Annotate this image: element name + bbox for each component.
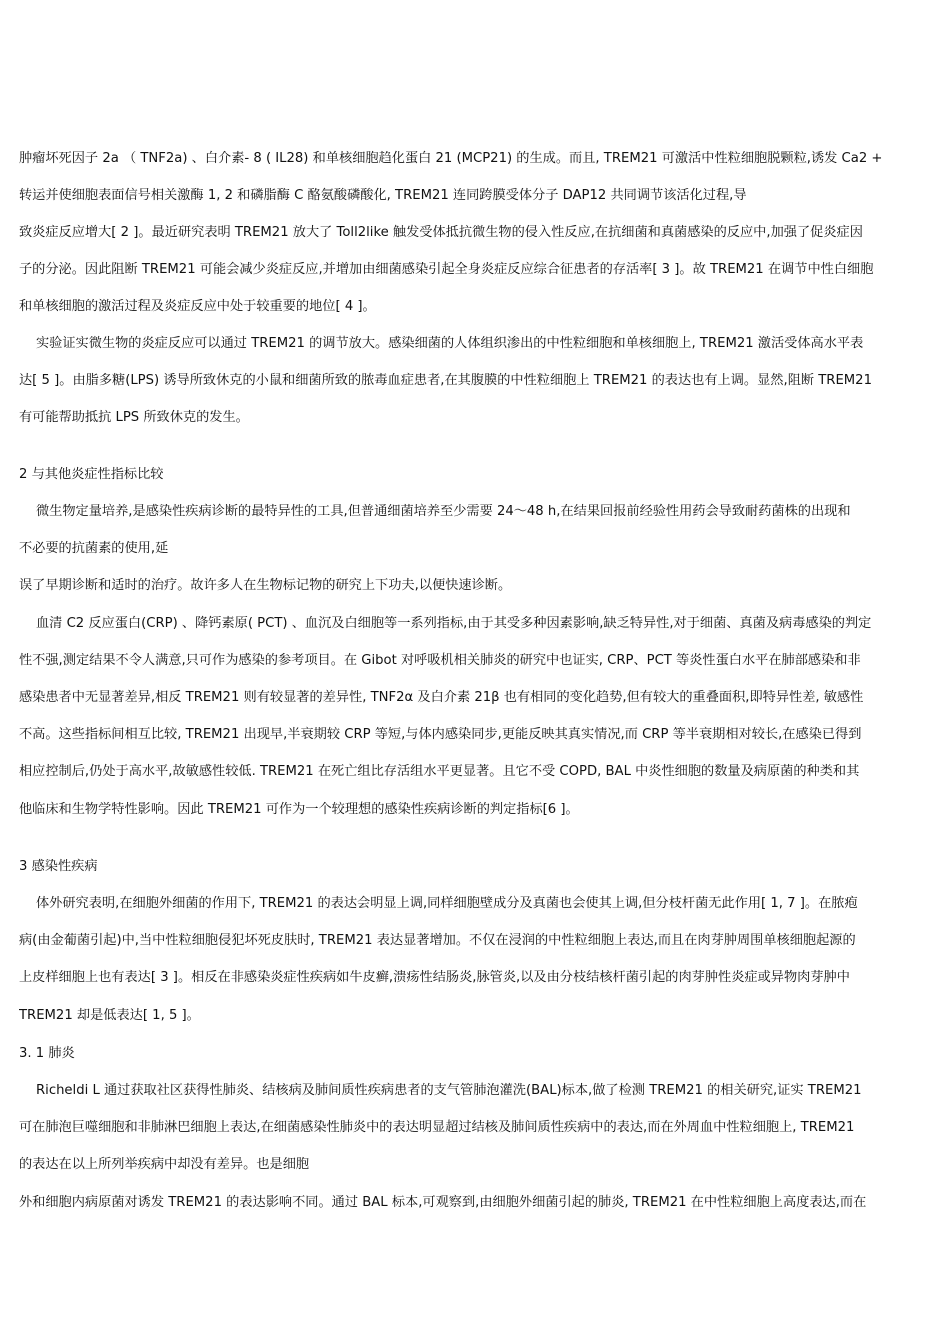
paragraph-line: 误了早期诊断和适时的治疗。故许多人在生物标记物的研究上下功夫,以便快速诊断。 bbox=[19, 578, 512, 593]
paragraph-line: 不必要的抗菌素的使用,延 bbox=[19, 541, 169, 556]
subsection-heading: 3. 1 肺炎 bbox=[19, 1046, 75, 1061]
paragraph-line: 性不强,测定结果不令人满意,只可作为感染的参考项目。在 Gibot 对呼吸机相关肺炎的研究中也证实, CRP、PCT 等炎性蛋白水平在肺部感染和非 bbox=[19, 653, 861, 668]
paragraph-line: 感染患者中无显著差异,相反 TREM21 则有较显著的差异性, TNF2α 及白介素 21β 也有相同的变化趋势,但有较大的重叠面积,即特异性差, 敏感性 bbox=[19, 690, 864, 705]
paragraph-line: 子的分泌。因此阻断 TREM21 可能会减少炎症反应,并增加由细菌感染引起全身炎症反应综合征患者的存活率[ 3 ]。故 TREM21 在调节中性白细胞 bbox=[19, 262, 874, 277]
paragraph-line: 血清 C2 反应蛋白(CRP) 、降钙素原( PCT) 、血沉及白细胞等一系列指标,由于其受多种因素影响,缺乏特异性,对于细菌、真菌及病毒感染的判定 bbox=[36, 616, 872, 631]
paragraph-line: 外和细胞内病原菌对诱发 TREM21 的表达影响不同。通过 BAL 标本,可观察到,由细胞外细菌引起的肺炎, TREM21 在中性粒细胞上高度表达,而在 bbox=[19, 1195, 867, 1210]
paragraph-line: 相应控制后,仍处于高水平,故敏感性较低. TREM21 在死亡组比存活组水平更显著。且它不受 COPD, BAL 中炎性细胞的数量及病原菌的种类和其 bbox=[19, 764, 860, 779]
paragraph-line: 可在肺泡巨噬细胞和非肺淋巴细胞上表达,在细菌感染性肺炎中的表达明显超过结核及肺间质性疾病中的表达,而在外周血中性粒细胞上, TREM21 bbox=[19, 1120, 855, 1135]
paragraph-line: 他临床和生物学特性影响。因此 TREM21 可作为一个较理想的感染性疾病诊断的判定指标[6 ]。 bbox=[19, 802, 579, 817]
paragraph-line: 的表达在以上所列举疾病中却没有差异。也是细胞 bbox=[19, 1157, 310, 1172]
paragraph-line: 有可能帮助抵抗 LPS 所致休克的发生。 bbox=[19, 410, 249, 425]
paragraph-line: 肿瘤坏死因子 2a （ TNF2a) 、白介素- 8 ( IL28) 和单核细胞趋化蛋白 21 (MCP21) 的生成。而且, TREM21 可激活中性粒细胞脱颗粒,诱发 Ca2 + bbox=[19, 151, 883, 166]
paragraph-line: 体外研究表明,在细胞外细菌的作用下, TREM21 的表达会明显上调,同样细胞壁成分及真菌也会使其上调,但分枝杆菌无此作用[ 1, 7 ]。在脓疱 bbox=[36, 896, 858, 911]
paragraph-line: 实验证实微生物的炎症反应可以通过 TREM21 的调节放大。感染细菌的人体组织渗出的中性粒细胞和单核细胞上, TREM21 激活受体高水平表 bbox=[36, 336, 864, 351]
paragraph-line: 微生物定量培养,是感染性疾病诊断的最特异性的工具,但普通细菌培养至少需要 24～48 h,在结果回报前经验性用药会导致耐药菌株的出现和 bbox=[36, 504, 851, 519]
paragraph-line: 不高。这些指标间相互比较, TREM21 出现早,半衰期较 CRP 等短,与体内感染同步,更能反映其真实情况,而 CRP 等半衰期相对较长,在感染已得到 bbox=[19, 727, 862, 742]
section-heading: 3 感染性疾病 bbox=[19, 859, 98, 874]
paragraph-line: 转运并使细胞表面信号相关激酶 1, 2 和磷脂酶 C 酪氨酸磷酸化, TREM21 连同跨膜受体分子 DAP12 共同调节该活化过程,导 bbox=[19, 188, 747, 203]
paragraph-line: 上皮样细胞上也有表达[ 3 ]。相反在非感染炎症性疾病如牛皮癣,溃疡性结肠炎,脉管炎,以及由分枝结核杆菌引起的肉芽肿性炎症或异物肉芽肿中 bbox=[19, 970, 850, 985]
section-heading: 2 与其他炎症性指标比较 bbox=[19, 467, 164, 482]
paragraph-line: 和单核细胞的激活过程及炎症反应中处于较重要的地位[ 4 ]。 bbox=[19, 299, 376, 314]
paragraph-line: 致炎症反应增大[ 2 ]。最近研究表明 TREM21 放大了 Toll2like 触发受体抵抗微生物的侵入性反应,在抗细菌和真菌感染的反应中,加强了促炎症因 bbox=[19, 225, 863, 240]
paragraph-line: 病(由金葡菌引起)中,当中性粒细胞侵犯坏死皮肤时, TREM21 表达显著增加。不仅在浸润的中性粒细胞上表达,而且在肉芽肿周围单核细胞起源的 bbox=[19, 933, 856, 948]
paragraph-line: 达[ 5 ]。由脂多糖(LPS) 诱导所致休克的小鼠和细菌所致的脓毒血症患者,在其腹膜的中性粒细胞上 TREM21 的表达也有上调。显然,阻断 TREM21 bbox=[19, 373, 872, 388]
paragraph-line: Richeldi L 通过获取社区获得性肺炎、结核病及肺间质性疾病患者的支气管肺泡灌洗(BAL)标本,做了检测 TREM21 的相关研究,证实 TREM21 bbox=[36, 1083, 862, 1098]
paragraph-line: TREM21 却是低表达[ 1, 5 ]。 bbox=[19, 1008, 200, 1023]
